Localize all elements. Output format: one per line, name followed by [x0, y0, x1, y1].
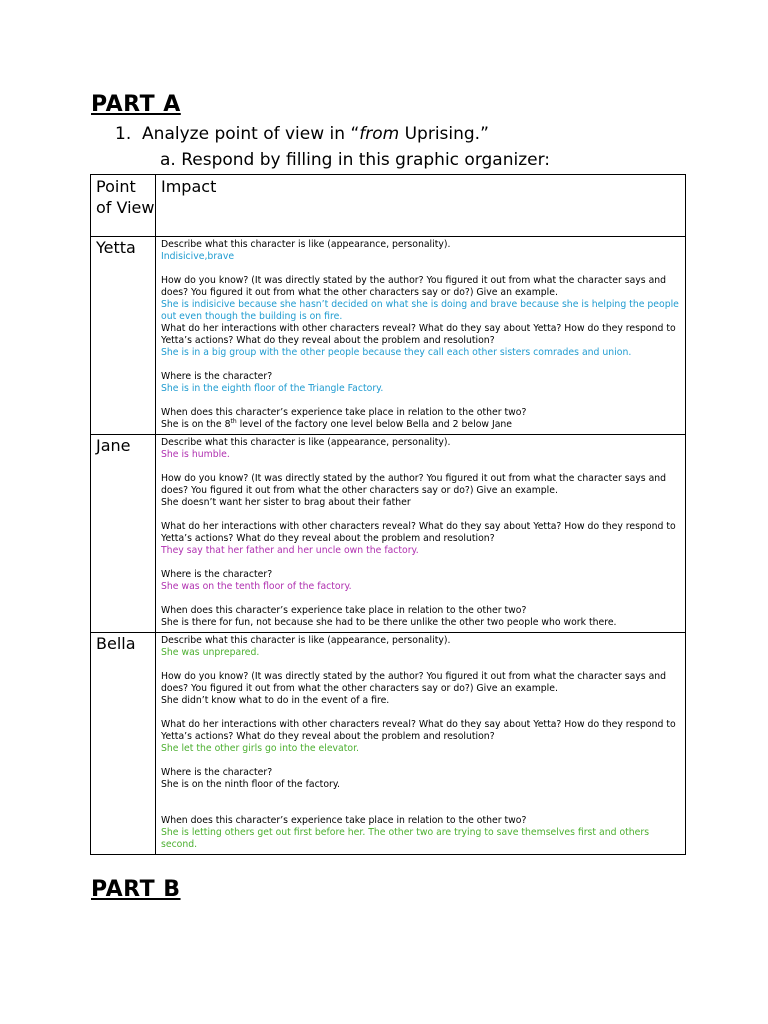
- answer-when-yetta-post: level of the factory one level below Bella and 2 below Jane: [236, 419, 513, 430]
- question-1: [115, 124, 489, 144]
- character-name-yetta: Yetta: [91, 237, 156, 435]
- prompt-where: Where is the character?: [161, 371, 273, 382]
- prompt-when: When does this character’s experience take place in relation to the other two?: [161, 815, 527, 826]
- answer-where-jane: She was on the tenth floor of the factory.: [161, 581, 352, 592]
- answer-how-know-jane: She doesn’t want her sister to brag about their father: [161, 497, 411, 508]
- answer-how-know-bella: She didn’t know what to do in the event of a fire.: [161, 695, 390, 706]
- prompt-when: When does this character’s experience take place in relation to the other two?: [161, 605, 527, 616]
- part-a-heading: PART A: [91, 92, 181, 117]
- question-suffix: Uprising.”: [399, 124, 489, 144]
- prompt-where: Where is the character?: [161, 569, 273, 580]
- question-italic: from: [359, 124, 400, 144]
- prompt-how-know: How do you know? (It was directly stated by the author? You figured it out from what the character says and does? You figured it out from what the other characters say or do?) Give an example.: [161, 275, 667, 298]
- table-row: [91, 633, 686, 855]
- answer-when-bella: She is letting others get out first before her. The other two are trying to save themselves first and others second.: [161, 827, 650, 850]
- prompt-describe: Describe what this character is like (appearance, personality).: [161, 635, 451, 646]
- answer-describe-yetta: Indisicive,brave: [161, 251, 235, 262]
- question-1a: a. Respond by filling in this graphic organizer:: [160, 150, 551, 170]
- header-impact: Impact: [156, 175, 686, 237]
- answer-where-yetta: She is in the eighth floor of the Triangle Factory.: [161, 383, 384, 394]
- header-point-of-view: Point of View: [91, 175, 156, 237]
- answer-when-yetta-pre: She is on the 8: [161, 419, 231, 430]
- prompt-interactions: What do her interactions with other characters reveal? What do they say about Yetta? How do they respond to Yetta’s actions? What do they reveal about the problem and resolution?: [161, 521, 676, 544]
- question-prefix: Analyze point of view in “: [142, 124, 360, 144]
- impact-cell-jane: [156, 435, 686, 633]
- answer-when-yetta: [161, 419, 681, 431]
- prompt-describe: Describe what this character is like (appearance, personality).: [161, 239, 451, 250]
- impact-cell-bella: [156, 633, 686, 855]
- table-row: [91, 237, 686, 435]
- answer-when-yetta-sup: th: [230, 417, 237, 425]
- answer-when-jane: She is there for fun, not because she had to be there unlike the other two people who work there.: [161, 617, 617, 628]
- answer-describe-bella: She was unprepared.: [161, 647, 260, 658]
- prompt-where: Where is the character?: [161, 767, 273, 778]
- answer-interactions-jane: They say that her father and her uncle own the factory.: [161, 545, 419, 556]
- character-name-jane: Jane: [91, 435, 156, 633]
- answer-interactions-yetta: She is in a big group with the other people because they call each other sisters comrades and union.: [161, 347, 632, 358]
- question-number: 1.: [115, 124, 132, 144]
- answer-where-bella: She is on the ninth floor of the factory.: [161, 779, 340, 790]
- answer-how-know-yetta: She is indisicive because she hasn’t decided on what she is doing and brave because she is helping the people out even though the building is on fire.: [161, 299, 679, 322]
- table-row: [91, 435, 686, 633]
- prompt-how-know: How do you know? (It was directly stated by the author? You figured it out from what the character says and does? You figured it out from what the other characters say or do?) Give an example.: [161, 671, 667, 694]
- answer-describe-jane: She is humble.: [161, 449, 230, 460]
- prompt-interactions: What do her interactions with other characters reveal? What do they say about Yetta? How do they respond to Yetta’s actions? What do they reveal about the problem and resolution?: [161, 719, 676, 742]
- prompt-interactions: What do her interactions with other characters reveal? What do they say about Yetta? How do they respond to Yetta’s actions? What do they reveal about the problem and resolution?: [161, 323, 676, 346]
- prompt-describe: Describe what this character is like (appearance, personality).: [161, 437, 451, 448]
- impact-cell-yetta: [156, 237, 686, 435]
- answer-interactions-bella: She let the other girls go into the elevator.: [161, 743, 359, 754]
- table-header-row: [91, 175, 686, 237]
- prompt-when: When does this character’s experience take place in relation to the other two?: [161, 407, 527, 418]
- prompt-how-know: How do you know? (It was directly stated by the author? You figured it out from what the character says and does? You figured it out from what the other characters say or do?) Give an example.: [161, 473, 667, 496]
- character-name-bella: Bella: [91, 633, 156, 855]
- part-b-heading: PART B: [91, 877, 181, 902]
- graphic-organizer-table: [90, 174, 686, 855]
